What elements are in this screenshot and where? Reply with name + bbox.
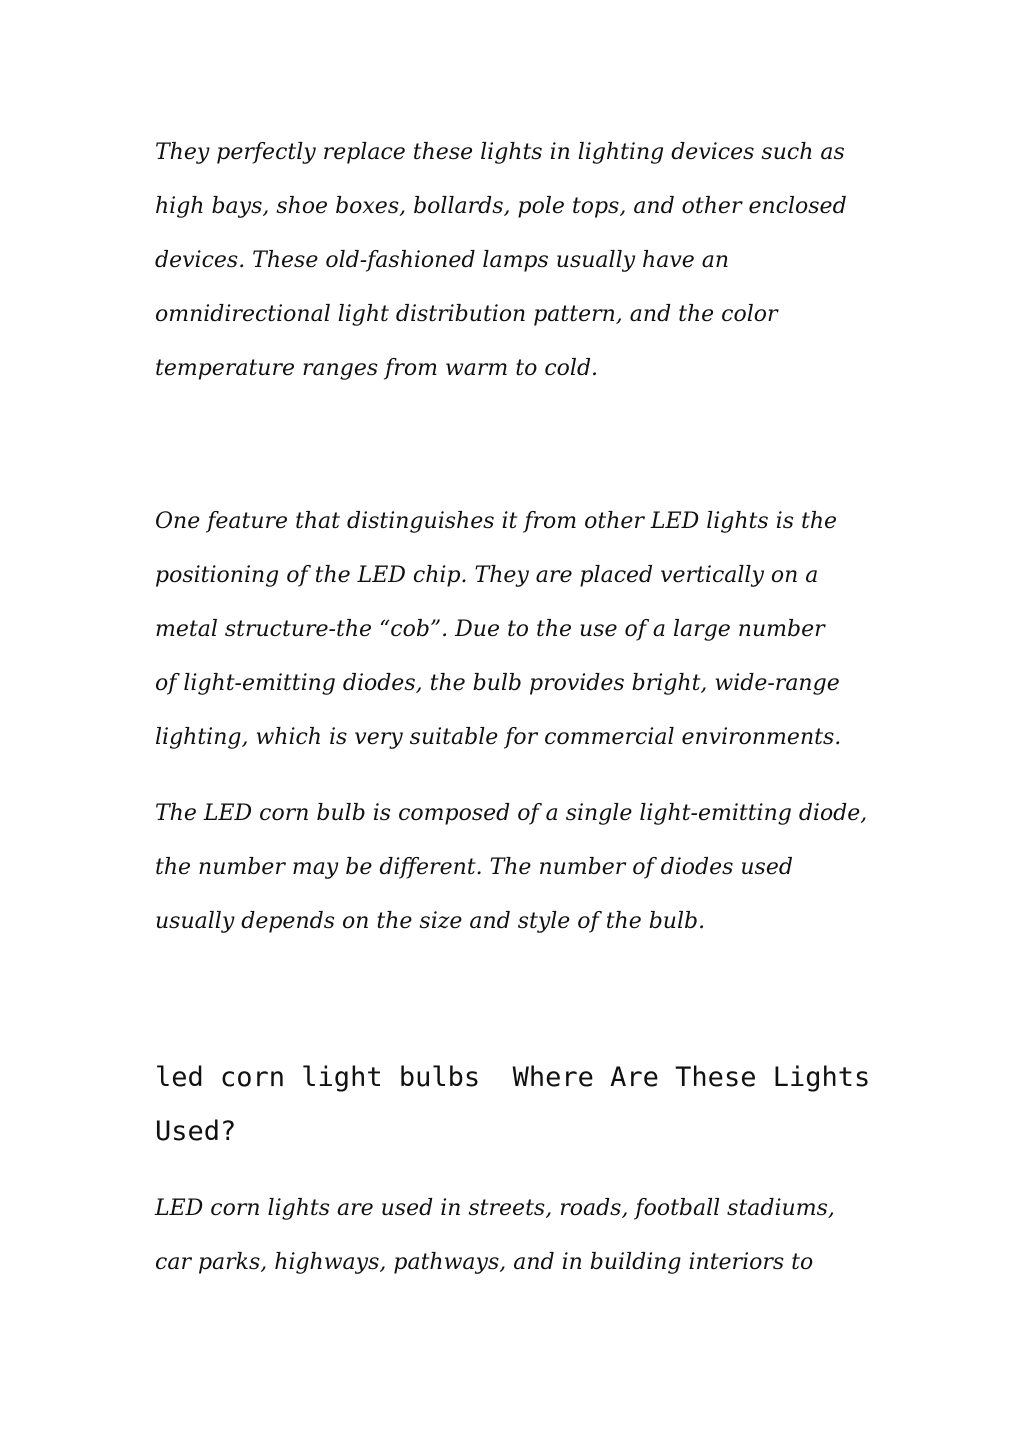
paragraph-line: devices. These old-fashioned lamps usually have an [155, 248, 730, 273]
paragraph-line: The LED corn bulb is composed of a single light-emitting diode, [155, 801, 868, 826]
paragraph-line: LED corn lights are used in streets, roads, football stadiums, [155, 1196, 835, 1221]
paragraph-line: the number may be different. The number of diodes used [155, 855, 793, 880]
paragraph-line: of light-emitting diodes, the bulb provides bright, wide-range [155, 671, 840, 696]
paragraph-line: positioning of the LED chip. They are placed vertically on a [155, 563, 819, 588]
paragraph-line: high bays, shoe boxes, bollards, pole tops, and other enclosed [155, 194, 847, 219]
section-heading [155, 1051, 890, 1159]
paragraph-replacement [155, 126, 890, 396]
paragraph-line: One feature that distinguishes it from other LED lights is the [155, 509, 838, 534]
heading-line: led corn light bulbs Where Are These Lights [155, 1062, 871, 1093]
paragraph-line: lighting, which is very suitable for commercial environments. [155, 725, 842, 750]
paragraph-line: omnidirectional light distribution pattern, and the color [155, 302, 778, 327]
paragraph-led-chip [155, 495, 890, 765]
paragraph-line: metal structure-the “cob”. Due to the use of a large number [155, 617, 825, 642]
paragraph-line: car parks, highways, pathways, and in building interiors to [155, 1250, 814, 1275]
paragraph-usage [155, 1182, 890, 1290]
paragraph-line: usually depends on the size and style of the bulb. [155, 909, 706, 934]
paragraph-line: temperature ranges from warm to cold. [155, 356, 599, 381]
paragraph-composition [155, 787, 890, 949]
paragraph-line: They perfectly replace these lights in lighting devices such as [155, 140, 845, 165]
heading-line: Used? [155, 1116, 237, 1147]
